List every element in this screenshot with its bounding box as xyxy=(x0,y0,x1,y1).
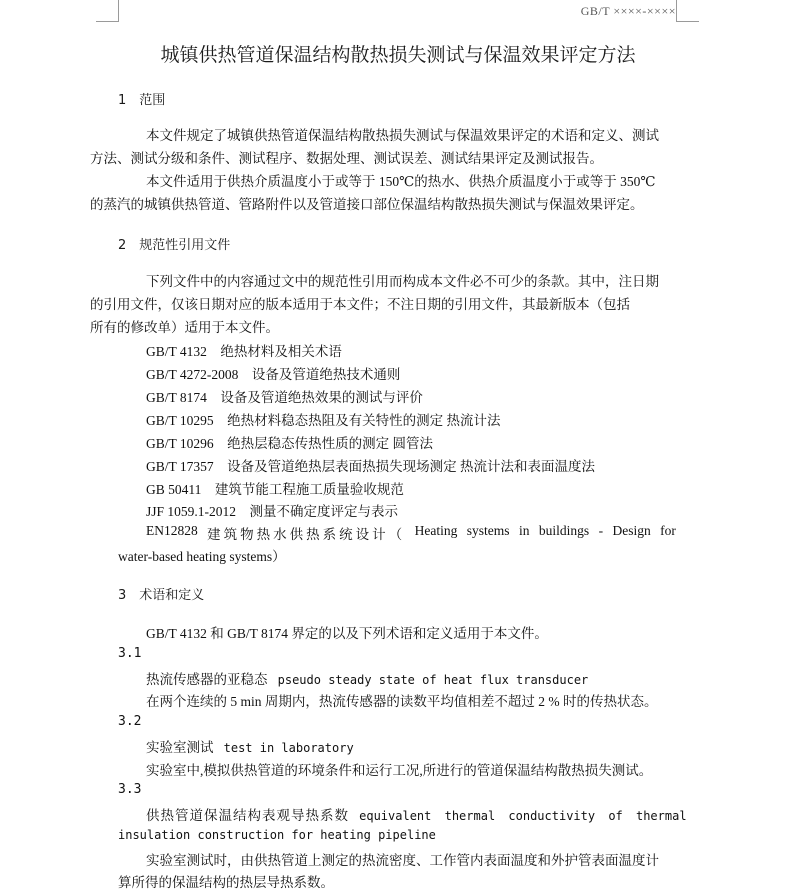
term-heading xyxy=(146,668,588,688)
term-definition-continuation: 算所得的保温结构的热层导热系数。 xyxy=(118,875,334,890)
standard-code: GB/T ××××-×××× xyxy=(580,4,676,18)
text-line: 的蒸汽的城镇供热管道、管路附件以及管道接口部位保温结构散热损失测试与保温效果评定。 xyxy=(90,197,644,212)
term-en: pseudo steady state of heat flux transducer xyxy=(277,673,589,687)
text-line: 本文件规定了城镇供热管道保温结构散热损失测试与保温效果评定的术语和定义、测试 xyxy=(146,128,659,143)
term-cn: 热流传感器的亚稳态 xyxy=(146,672,268,687)
crop-mark xyxy=(118,0,119,22)
term-number: 3.1 xyxy=(118,646,142,661)
reference-item: GB/T 8174 设备及管道绝热效果的测试与评价 xyxy=(146,390,423,405)
scope-paragraph-1 xyxy=(90,124,676,170)
text-word: in xyxy=(518,523,530,538)
reference-item: GB/T 10295 绝热材料稳态热阻及有关特性的测定 热流计法 xyxy=(146,413,501,428)
reference-item-continuation: water-based heating systems） xyxy=(118,549,286,564)
reference-item: GB/T 4132 绝热材料及相关术语 xyxy=(146,344,342,359)
term-definition: 在两个连续的 5 min 周期内，热流传感器的读数平均值相差不超过 2 % 时的传热状态。 xyxy=(146,694,658,709)
term-number: 3.3 xyxy=(118,782,142,797)
term-heading xyxy=(146,804,687,824)
term-en: test in laboratory xyxy=(223,741,354,755)
text-line: 本文件适用于供热介质温度小于或等于 150℃的热水、供热介质温度小于或等于 350℃ xyxy=(146,174,656,189)
term-en: insulation construction for heating pipeline xyxy=(118,828,436,842)
section-heading-references: 2 规范性引用文件 xyxy=(118,238,231,253)
text-word: 建筑物热水供热系统设计（ xyxy=(207,527,406,542)
references-intro xyxy=(90,270,676,339)
text-word: Design xyxy=(612,523,651,538)
reference-item: GB 50411 建筑节能工程施工质量验收规范 xyxy=(146,482,404,497)
section-heading-scope: 1 范围 xyxy=(118,93,166,108)
term-heading xyxy=(146,736,354,756)
term-number: 3.2 xyxy=(118,714,142,729)
document-title: 城镇供热管道保温结构散热损失测试与保温效果评定方法 xyxy=(160,44,636,66)
reference-item-en12828 xyxy=(146,523,676,543)
term-definition: 实验室测试时，由供热管道上测定的热流密度、工作管内表面温度和外护管表面温度计 xyxy=(146,853,659,868)
term-heading-continuation xyxy=(118,827,436,843)
text-word: Heating xyxy=(414,523,458,538)
term-en: equivalent thermal conductivity of thermal xyxy=(359,809,687,823)
crop-mark xyxy=(677,21,699,22)
text-word: systems xyxy=(466,523,510,538)
text-word: for xyxy=(660,523,676,538)
text-line: 下列文件中的内容通过文中的规范性引用而构成本文件必不可少的条款。其中，注日期 xyxy=(146,274,659,289)
crop-mark xyxy=(96,21,118,22)
reference-item: JJF 1059.1-2012 测量不确定度评定与表示 xyxy=(146,504,399,519)
text-word: buildings xyxy=(538,523,590,538)
term-cn: 实验室测试 xyxy=(146,740,214,755)
reference-item: GB/T 4272-2008 设备及管道绝热技术通则 xyxy=(146,367,401,382)
term-definition: 实验室中,模拟供热管道的环境条件和运行工况,所进行的管道保温结构散热损失测试。 xyxy=(146,763,653,778)
text-line: 方法、测试分级和条件、测试程序、数据处理、测试误差、测试结果评定及测试报告。 xyxy=(90,151,603,166)
crop-mark xyxy=(676,0,677,22)
reference-item: GB/T 10296 绝热层稳态传热性质的测定 圆管法 xyxy=(146,436,434,451)
text-word: - xyxy=(598,523,604,538)
text-line: 所有的修改单）适用于本文件。 xyxy=(90,320,279,335)
section-heading-terms: 3 术语和定义 xyxy=(118,588,205,603)
terms-intro: GB/T 4132 和 GB/T 8174 界定的以及下列术语和定义适用于本文件。 xyxy=(146,626,548,641)
reference-item: GB/T 17357 设备及管道绝热层表面热损失现场测定 热流计法和表面温度法 xyxy=(146,459,596,474)
text-word: EN12828 xyxy=(146,523,198,538)
term-cn: 供热管道保温结构表观导热系数 xyxy=(146,808,349,823)
text-line: 的引用文件，仅该日期对应的版本适用于本文件；不注日期的引用文件，其最新版本（包括 xyxy=(90,297,630,312)
scope-paragraph-2 xyxy=(90,170,676,216)
